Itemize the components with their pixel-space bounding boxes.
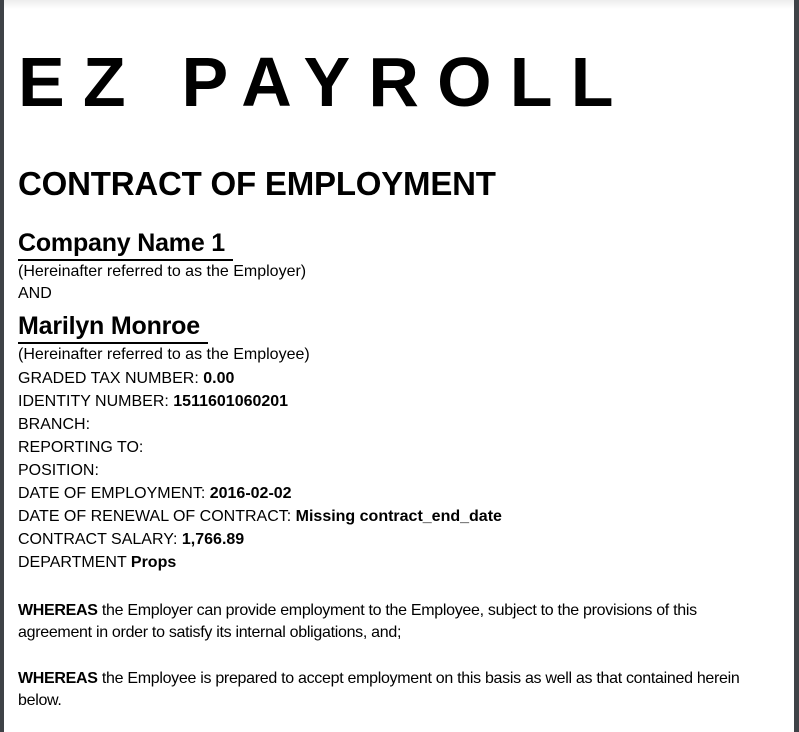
detail-value: Missing contract_end_date [295,508,502,525]
detail-label: CONTRACT SALARY: [18,531,182,548]
whereas-clause-employer [18,600,764,644]
window-edge-right [794,0,799,732]
whereas-clause-employee [18,668,764,712]
detail-row-position [18,459,764,482]
window-edge-left [0,0,4,732]
detail-label: IDENTITY NUMBER: [18,393,174,410]
page-top-shadow [4,0,794,9]
whereas-lead: WHEREAS [18,670,98,687]
employer-subtitle: (Hereinafter referred to as the Employer) [18,263,307,280]
employee-name: Marilyn Monroe [18,313,208,344]
and-separator: AND [18,285,52,302]
detail-value: 1511601060201 [173,393,289,410]
detail-label: DATE OF RENEWAL OF CONTRACT: [18,508,296,525]
detail-row-date-of-renewal [18,505,764,528]
detail-row-reporting-to [18,436,764,459]
detail-value: 0.00 [203,370,235,387]
employer-name: Company Name 1 [18,230,233,261]
detail-row-date-of-employment [18,482,764,505]
detail-row-identity-number [18,390,764,413]
detail-label: GRADED TAX NUMBER: [18,370,204,387]
detail-row-branch [18,413,764,436]
employee-name-row [18,313,764,344]
employee-subtitle: (Hereinafter referred to as the Employee) [18,346,310,363]
whereas-text: the Employer can provide employment to the Employee, subject to the provisions of this agreement in order to satisfy its internal obligations, and; [18,602,701,641]
company-logo-text: EZ PAYROLL [18,43,632,121]
document-title: CONTRACT OF EMPLOYMENT [18,165,496,202]
detail-value: 1,766.89 [181,531,245,548]
whereas-text: the Employee is prepared to accept employment on this basis as well as that contained herein below. [18,670,744,709]
detail-label: BRANCH: [18,416,91,433]
contract-details-list [18,367,764,574]
detail-value: Props [130,554,177,571]
detail-row-graded-tax-number [18,367,764,390]
detail-row-contract-salary [18,528,764,551]
detail-label: POSITION: [18,462,99,479]
whereas-lead: WHEREAS [18,602,98,619]
detail-value: 2016-02-02 [209,485,292,502]
contract-document-page [4,0,794,732]
detail-label: REPORTING TO: [18,439,144,456]
detail-row-department [18,551,764,574]
employer-name-row [18,230,764,261]
detail-label: DEPARTMENT [18,554,131,571]
detail-label: DATE OF EMPLOYMENT: [18,485,210,502]
